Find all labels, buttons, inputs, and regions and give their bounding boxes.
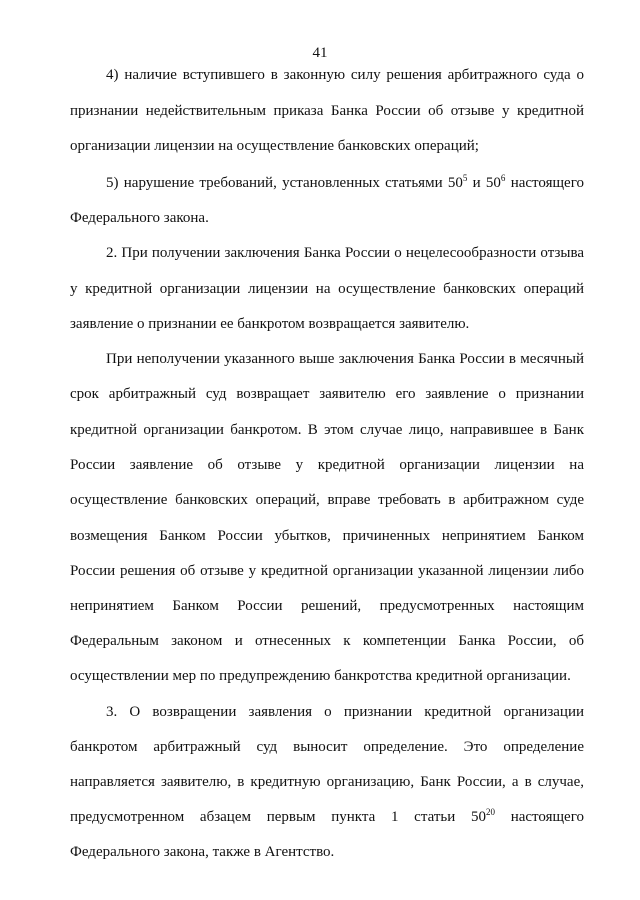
- text-line: возмещения Банком России убытков, причиненных непринятием Банком: [70, 528, 584, 544]
- text-fragment: настоящего: [494, 809, 584, 825]
- text-line: России решения об отзыве у кредитной организации указанной лицензии либо: [70, 563, 584, 579]
- superscript: 6: [500, 173, 506, 183]
- text-fragment: 5) нарушение требований, установленных статьями 50: [106, 175, 463, 191]
- text-line: банкротом арбитражный суд выносит определение. Это определение: [70, 739, 584, 755]
- superscript: 20: [485, 807, 495, 817]
- text-line: [70, 808, 584, 826]
- page-number: 41: [312, 45, 328, 61]
- text-line: кредитной организации банкротом. В этом случае лицо, направившее в Банк: [70, 422, 584, 438]
- text-line: направляется заявителю, в кредитную организацию, Банк России, а в случае,: [70, 774, 584, 790]
- text-line: признании недействительным приказа Банка России об отзыве у кредитной: [70, 103, 584, 119]
- superscript: 5: [462, 173, 468, 183]
- text-line: [70, 174, 584, 192]
- text-fragment: и 50: [467, 175, 501, 191]
- text-fragment: предусмотренном абзацем первым пункта 1 статьи 50: [70, 809, 486, 825]
- text-line: 3. О возвращении заявления о признании кредитной организации: [106, 704, 584, 720]
- text-line: осуществление банковских операций, вправе требовать в арбитражном суде: [70, 492, 584, 508]
- text-line: срок арбитражный суд возвращает заявителю его заявление о признании: [70, 386, 584, 402]
- text-line: При неполучении указанного выше заключения Банка России в месячный: [106, 351, 584, 367]
- text-line: непринятием Банком России решений, предусмотренных настоящим: [70, 598, 584, 614]
- text-line: заявление о признании ее банкротом возвращается заявителю.: [70, 316, 470, 332]
- text-line: у кредитной организации лицензии на осуществление банковских операций: [70, 281, 584, 297]
- text-line: 2. При получении заключения Банка России о нецелесообразности отзыва: [106, 245, 584, 261]
- text-line: организации лицензии на осуществление банковских операций;: [70, 138, 479, 154]
- text-line: Федерального закона, также в Агентство.: [70, 844, 335, 860]
- text-line: 4) наличие вступившего в законную силу решения арбитражного суда о: [106, 67, 584, 83]
- text-line: России заявление об отзыве у кредитной организации лицензии на: [70, 457, 584, 473]
- text-fragment: настоящего: [505, 175, 584, 191]
- text-line: Федерального закона.: [70, 210, 209, 226]
- text-line: Федеральным законом и отнесенных к компетенции Банка России, об: [70, 633, 584, 649]
- text-line: осуществлении мер по предупреждению банкротства кредитной организации.: [70, 668, 571, 684]
